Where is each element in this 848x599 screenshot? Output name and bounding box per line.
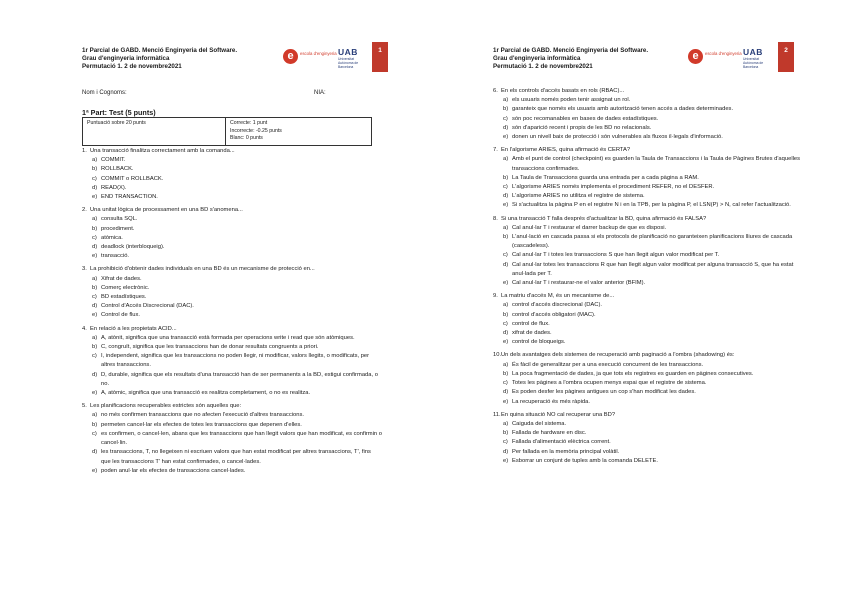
option-text: deadlock (interbloqueig). bbox=[101, 244, 165, 251]
question-text: Si una transacció T falla després d'actualitzar la BD, quina afirmació és FALSA? bbox=[501, 215, 707, 222]
question bbox=[493, 292, 813, 347]
option-text: transacció. bbox=[101, 253, 130, 260]
question-text-row bbox=[82, 147, 382, 156]
engineering-logo-mark: e bbox=[283, 49, 298, 64]
question-number: 8. bbox=[493, 215, 498, 222]
answer-option bbox=[493, 438, 813, 447]
option-text: Fallada d'alimentació elèctrica corrent. bbox=[512, 439, 611, 446]
question bbox=[82, 402, 382, 476]
option-letter: e) bbox=[503, 280, 509, 287]
option-letter: e) bbox=[92, 194, 98, 201]
question-number: 5. bbox=[82, 403, 87, 410]
page-header bbox=[493, 47, 693, 71]
question-text: La matriu d'accés M, és un mecanisme de... bbox=[501, 293, 615, 300]
question bbox=[82, 325, 382, 399]
option-letter: d) bbox=[92, 303, 98, 310]
answer-option bbox=[493, 224, 813, 233]
answer-option bbox=[82, 430, 382, 448]
option-text: Si s'actualitza la pàgina P en el registre N i en la TPB, per la pàgina P, el LSN(P) > N, cal refer l'actualització. bbox=[512, 202, 791, 209]
option-text: permeten cancel·lar els efectes de totes les transaccions que depenen d'elles. bbox=[101, 421, 302, 428]
option-text: Per fallada en la memòria principal volàtil. bbox=[512, 448, 620, 455]
page-2 bbox=[424, 0, 848, 599]
question-text: En l'algorisme ARIES, quina afirmació és CERTA? bbox=[501, 147, 631, 154]
answer-option bbox=[493, 233, 813, 251]
option-text: COMMIT. bbox=[101, 157, 126, 164]
option-letter: a) bbox=[503, 224, 509, 231]
engineering-logo-text: escola d'enginyeria bbox=[300, 51, 337, 56]
option-text: Cal anul·lar T i restaurar el darrer backup de que es disposi. bbox=[512, 224, 667, 231]
option-text: control d'accés discrecional (DAC). bbox=[512, 302, 603, 309]
option-letter: c) bbox=[503, 115, 508, 122]
option-text: Caiguda del sistema. bbox=[512, 420, 567, 427]
scoring-total: Puntuació sobre 20 punts bbox=[87, 120, 146, 126]
option-letter: d) bbox=[503, 448, 509, 455]
answer-option bbox=[82, 252, 382, 261]
option-text: És fàcil de generalitzar per a una execució concurrent de les transaccions. bbox=[512, 361, 704, 368]
answer-option bbox=[82, 389, 382, 398]
uab-logo: UAB bbox=[743, 47, 763, 57]
question bbox=[82, 147, 382, 202]
option-letter: c) bbox=[92, 294, 97, 301]
answer-option bbox=[493, 301, 813, 310]
option-letter: d) bbox=[503, 330, 509, 337]
answer-option bbox=[493, 183, 813, 192]
option-text: poden anul·lar els efectes de transaccions cancel·lades. bbox=[101, 467, 246, 474]
option-text: D, durable, significa que els resultats d'una transacció han de ser permanents a la BD, estigui confirmada, o no. bbox=[101, 371, 378, 387]
option-text: Cal anul·lar T i restaurar-ne el valor anterior (BFIM). bbox=[512, 280, 646, 287]
option-letter: e) bbox=[92, 253, 98, 260]
option-text: xifrat de dades. bbox=[512, 330, 552, 337]
option-text: atòmica. bbox=[101, 234, 123, 241]
answer-option bbox=[493, 388, 813, 397]
answer-option bbox=[82, 411, 382, 420]
option-letter: d) bbox=[92, 244, 98, 251]
option-letter: c) bbox=[503, 439, 508, 446]
option-letter: d) bbox=[503, 193, 509, 200]
option-text: són poc recomanables en bases de dades estadístiques. bbox=[512, 115, 659, 122]
question-text-row bbox=[493, 292, 813, 301]
question-text: Una transacció finalitza correctament amb la comanda... bbox=[90, 148, 235, 154]
option-text: L'algorisme ARIES només implementa el procediment REFER, no el DESFER. bbox=[512, 184, 715, 191]
question-text-row bbox=[82, 402, 382, 411]
option-text: Esborrar un conjunt de tuples amb la comanda DELETE. bbox=[512, 457, 658, 464]
answer-option bbox=[82, 225, 382, 234]
page-number-badge: 1 bbox=[372, 42, 388, 72]
question-text: En els controls d'accés basats en rols (RBAC)... bbox=[501, 88, 625, 94]
answer-option bbox=[82, 371, 382, 389]
option-text: END TRANSACTION. bbox=[101, 194, 158, 201]
option-letter: e) bbox=[503, 202, 509, 209]
question-number: 7. bbox=[493, 147, 498, 154]
answer-option bbox=[493, 320, 813, 329]
answer-option bbox=[82, 165, 382, 174]
option-letter: a) bbox=[503, 156, 509, 163]
answer-option bbox=[493, 155, 813, 173]
answer-option bbox=[82, 284, 382, 293]
option-letter: c) bbox=[92, 175, 97, 182]
option-text: COMMIT o ROLLBACK. bbox=[101, 175, 164, 182]
option-text: ROLLBACK. bbox=[101, 166, 134, 173]
header-line-1: 1r Parcial de GABD. Menció Enginyeria del Software. bbox=[82, 47, 238, 54]
option-letter: e) bbox=[92, 467, 98, 474]
answer-option bbox=[82, 156, 382, 165]
option-letter: e) bbox=[503, 457, 509, 464]
question-text-row bbox=[493, 146, 813, 155]
option-text: els usuaris només poden tenir assignat un rol. bbox=[512, 97, 631, 104]
answer-option bbox=[82, 215, 382, 224]
option-text: Cal anul·lar T i totes les transaccions S que han llegit algun valor modificat per T. bbox=[512, 252, 720, 259]
question-number: 2. bbox=[82, 207, 87, 214]
option-text: garanteix que només els usuaris amb autorització tenen accés a dades determinades. bbox=[512, 106, 734, 113]
page-number-badge: 2 bbox=[778, 42, 794, 72]
answer-option bbox=[493, 361, 813, 370]
option-text: La Taula de Transaccions guarda una entrada per a cada pàgina a RAM. bbox=[512, 174, 699, 181]
header-line-2: Grau d'enginyeria informàtica bbox=[493, 55, 581, 62]
answer-option bbox=[82, 275, 382, 284]
question-text-row bbox=[82, 325, 382, 334]
question-text-row bbox=[493, 215, 813, 224]
option-letter: d) bbox=[503, 124, 509, 131]
option-text: I, independent, significa que les transaccions no poden llegir, ni modificar, valors llegits, o modificats, per altres transaccions. bbox=[101, 353, 370, 369]
option-letter: b) bbox=[92, 166, 98, 173]
option-text: Control de flux. bbox=[101, 312, 140, 319]
answer-option bbox=[493, 338, 813, 347]
answer-option bbox=[493, 124, 813, 133]
option-letter: d) bbox=[92, 449, 98, 456]
engineering-logo-text: escola d'enginyeria bbox=[705, 51, 742, 56]
answer-option bbox=[493, 261, 813, 279]
answer-option bbox=[493, 311, 813, 320]
question-list bbox=[493, 87, 813, 470]
answer-option bbox=[493, 370, 813, 379]
option-text: les transaccions, T, no llegeixen ni escriuen valors que han estat modificat per altres transaccions, T', fins que les transaccions T' han estat confirmades, o cancel·lades. bbox=[101, 449, 371, 465]
option-letter: a) bbox=[92, 334, 98, 341]
option-letter: e) bbox=[92, 312, 98, 319]
header-line-3: Permutació 1. 2 de novembre2021 bbox=[82, 63, 182, 70]
answer-option bbox=[82, 243, 382, 252]
option-text: La poca fragmentació de dades, ja que tots els registres es guarden en pàgines consecutives. bbox=[512, 370, 754, 377]
answer-option bbox=[493, 379, 813, 388]
answer-option bbox=[82, 467, 382, 476]
question-text-row bbox=[493, 87, 813, 96]
option-letter: e) bbox=[503, 134, 509, 141]
answer-option bbox=[493, 279, 813, 288]
option-letter: d) bbox=[92, 371, 98, 378]
option-text: C, congruït, significa que les transaccions han de donar resultats congruents a priori. bbox=[101, 344, 319, 351]
question-text: La prohibició d'obtenir dades individuals en una BD és un mecanisme de protecció en... bbox=[90, 266, 315, 273]
scoring-blank: Blanc: 0 punts bbox=[230, 135, 263, 141]
option-text: control de flux. bbox=[512, 320, 550, 327]
option-letter: b) bbox=[503, 106, 509, 113]
question-text-row bbox=[493, 411, 813, 420]
answer-option bbox=[82, 175, 382, 184]
option-letter: b) bbox=[503, 311, 509, 318]
option-text: L'algorisme ARIES no utilitza el registre de sistema. bbox=[512, 193, 645, 200]
option-text: Fallada de hardware en disc. bbox=[512, 430, 587, 437]
option-letter: a) bbox=[503, 302, 509, 309]
answer-option bbox=[82, 352, 382, 370]
name-label: Nom i Cognoms: bbox=[82, 90, 127, 96]
question bbox=[493, 411, 813, 466]
option-letter: d) bbox=[92, 184, 98, 191]
scoring-incorrect: Incorrecte: -0.25 punts bbox=[230, 127, 282, 134]
option-letter: b) bbox=[503, 174, 509, 181]
option-letter: d) bbox=[503, 389, 509, 396]
option-letter: b) bbox=[92, 421, 98, 428]
option-text: són d'aparició recent i propis de les BD no relacionals. bbox=[512, 124, 652, 131]
option-letter: a) bbox=[92, 157, 98, 164]
option-letter: c) bbox=[92, 353, 97, 360]
scoring-correct: Correcte: 1 punt bbox=[230, 120, 268, 126]
question-text: Les planificacions recuperables estrictes són aquelles que: bbox=[90, 403, 242, 410]
question-number: 3. bbox=[82, 266, 87, 273]
option-letter: b) bbox=[503, 370, 509, 377]
school-logo bbox=[283, 46, 369, 68]
option-letter: d) bbox=[503, 261, 509, 268]
uab-logo-subtitle: Universitat Autònoma de Barcelona bbox=[338, 57, 359, 69]
answer-option bbox=[82, 193, 382, 202]
option-letter: e) bbox=[503, 339, 509, 346]
answer-option bbox=[493, 192, 813, 201]
question-text: Un dels avantatges dels sistemes de recuperació amb paginació a l'ombra (shadowing) és: bbox=[501, 352, 735, 359]
answer-option bbox=[493, 174, 813, 183]
option-text: es confirmen, o cancel·len, abans que les transaccions que han llegit valors que han modificat, es confirmin o cancel·lin. bbox=[101, 430, 382, 447]
question-text-row bbox=[82, 265, 382, 274]
question-number: 4. bbox=[82, 325, 87, 332]
question-text: En quina situació NO cal recuperar una BD? bbox=[501, 411, 616, 418]
option-text: Totes les pàgines a l'ombra ocupen menys espai que el registre de sistema. bbox=[512, 380, 707, 387]
answer-option bbox=[493, 251, 813, 260]
option-text: Es poden desfer les pàgines antigues un cop s'han modificat les dades. bbox=[512, 389, 696, 396]
option-text: procediment. bbox=[101, 225, 135, 232]
answer-option bbox=[493, 448, 813, 457]
page-header bbox=[82, 47, 282, 71]
option-text: consulta SQL. bbox=[101, 216, 138, 223]
question bbox=[493, 146, 813, 210]
question-text-row bbox=[493, 351, 813, 360]
answer-option bbox=[82, 293, 382, 302]
option-letter: e) bbox=[503, 398, 509, 405]
answer-option bbox=[493, 105, 813, 114]
question bbox=[493, 351, 813, 406]
option-text: control de bloqueigs. bbox=[512, 339, 566, 346]
question bbox=[493, 215, 813, 289]
answer-option bbox=[493, 329, 813, 338]
student-info-line bbox=[82, 90, 382, 96]
option-text: Comerç electrònic. bbox=[101, 284, 150, 291]
option-letter: a) bbox=[92, 412, 98, 419]
answer-option bbox=[82, 184, 382, 193]
option-letter: a) bbox=[92, 216, 98, 223]
header-line-1: 1r Parcial de GABD. Menció Enginyeria del Software. bbox=[493, 47, 649, 54]
option-letter: a) bbox=[503, 420, 509, 427]
question-number: 11. bbox=[493, 411, 501, 418]
option-letter: c) bbox=[92, 430, 97, 437]
answer-option bbox=[493, 420, 813, 429]
option-text: La recuperació és més ràpida. bbox=[512, 398, 590, 405]
option-text: Xifrat de dades. bbox=[101, 275, 142, 282]
question-number: 9. bbox=[493, 293, 498, 300]
option-letter: a) bbox=[503, 361, 509, 368]
question-number: 10. bbox=[493, 352, 502, 359]
option-text: A, atònit, significa que una transacció està formada per operacions write i read que són atòmiques. bbox=[101, 334, 355, 341]
option-letter: c) bbox=[503, 184, 508, 191]
question bbox=[82, 265, 382, 320]
option-letter: b) bbox=[92, 344, 98, 351]
option-letter: b) bbox=[92, 284, 98, 291]
answer-option bbox=[493, 115, 813, 124]
question-text-row bbox=[82, 206, 382, 215]
option-text: control d'accés obligatori (MAC). bbox=[512, 311, 596, 318]
option-text: Cal anul·lar totes les transaccions R que han llegit algun valor modificat per alguna transacció S, que ha estat anul·lada per T. bbox=[512, 261, 794, 277]
answer-option bbox=[493, 201, 813, 210]
option-text: Control d'Accés Discrecional (DAC). bbox=[101, 303, 194, 310]
scoring-box bbox=[82, 117, 372, 146]
test-title: 1ª Part: Test (5 punts) bbox=[82, 108, 156, 117]
scoring-rules bbox=[225, 118, 282, 145]
option-text: A, atòmic, significa que una transacció es realitza completament, o no es realitza. bbox=[101, 390, 311, 397]
answer-option bbox=[82, 343, 382, 352]
question bbox=[493, 87, 813, 142]
option-letter: e) bbox=[92, 390, 98, 397]
engineering-logo-mark: e bbox=[688, 49, 703, 64]
answer-option bbox=[82, 302, 382, 311]
answer-option bbox=[82, 448, 382, 466]
question-text: En relació a les propietats ACID... bbox=[90, 325, 177, 332]
answer-option bbox=[82, 421, 382, 430]
answer-option bbox=[493, 457, 813, 466]
option-letter: c) bbox=[503, 252, 508, 259]
uab-logo-subtitle: Universitat Autònoma de Barcelona bbox=[743, 57, 764, 69]
answer-option bbox=[493, 398, 813, 407]
option-letter: a) bbox=[92, 275, 98, 282]
option-text: READ(X). bbox=[101, 184, 127, 191]
answer-option bbox=[82, 311, 382, 320]
answer-option bbox=[82, 334, 382, 343]
option-letter: b) bbox=[503, 430, 509, 437]
option-text: Amb el punt de control (checkpoint) es guarden la Taula de Transaccions i la Taula de Pàgines Brutes d'aquelles transaccions confirmades. bbox=[512, 156, 801, 172]
option-letter: b) bbox=[503, 234, 509, 241]
option-letter: c) bbox=[503, 320, 508, 327]
option-letter: b) bbox=[92, 225, 98, 232]
option-text: BD estadístiques. bbox=[101, 294, 147, 301]
question-number: 1. bbox=[82, 148, 87, 154]
nia-label: NIA: bbox=[314, 90, 326, 96]
option-text: donen un nivell baix de protecció i són vulnerables als fluxos il·legals d'informació. bbox=[512, 134, 723, 141]
school-logo bbox=[688, 46, 774, 68]
question-list bbox=[82, 147, 382, 480]
question-number: 6. bbox=[493, 88, 498, 94]
answer-option bbox=[493, 429, 813, 438]
answer-option bbox=[82, 234, 382, 243]
uab-logo: UAB bbox=[338, 47, 358, 57]
option-text: no més confirmen transaccions que no afecten l'execució d'altres transaccions. bbox=[101, 412, 304, 419]
option-text: L'anul·lació en cascada passa si els protocols de planificació no garanteixen planificacions lliures de cascada (cascadeless). bbox=[512, 234, 793, 250]
question-text: Una unitat lògica de processament en una BD s'anomena... bbox=[90, 207, 243, 214]
answer-option bbox=[493, 96, 813, 105]
question bbox=[82, 206, 382, 261]
option-letter: c) bbox=[503, 380, 508, 387]
header-line-2: Grau d'enginyeria informàtica bbox=[82, 55, 170, 62]
option-letter: c) bbox=[92, 234, 97, 241]
answer-option bbox=[493, 133, 813, 142]
option-letter: a) bbox=[503, 97, 509, 104]
header-line-3: Permutació 1. 2 de novembre2021 bbox=[493, 63, 593, 70]
